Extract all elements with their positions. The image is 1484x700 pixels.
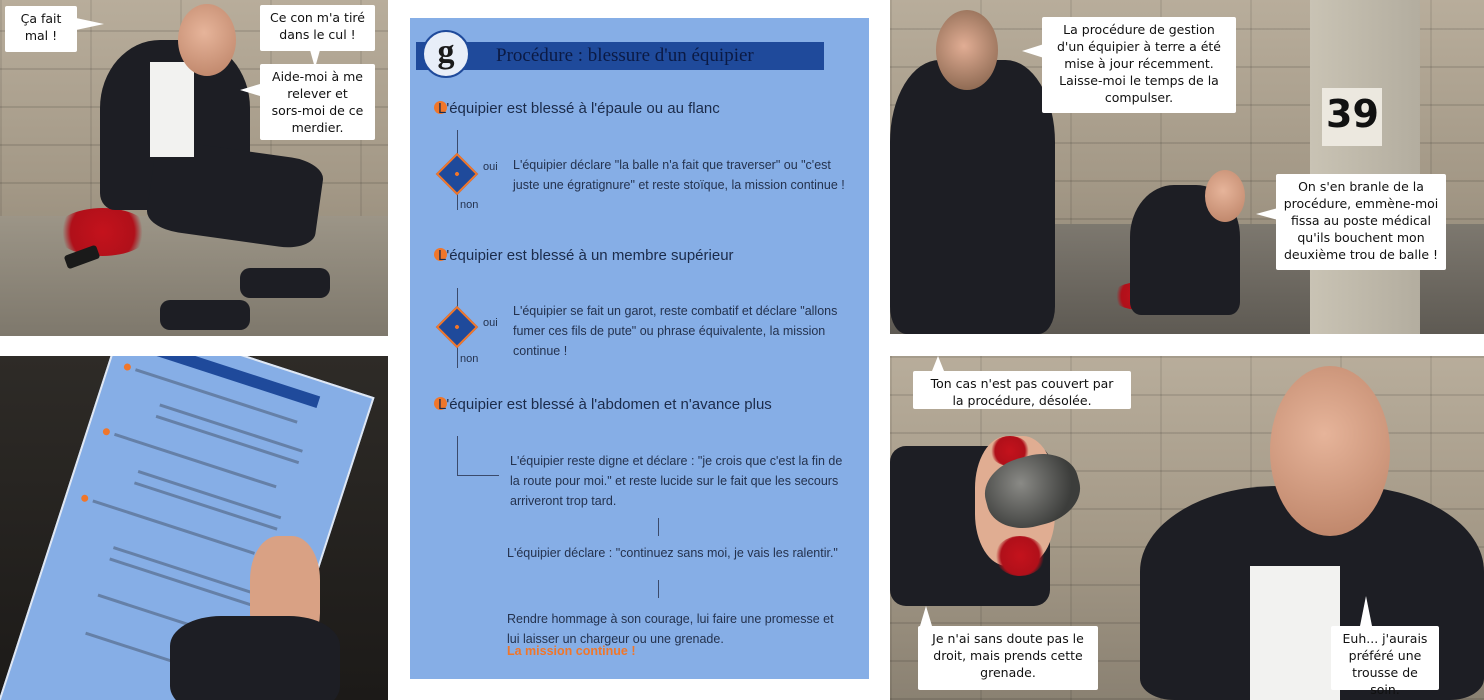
bubble-tail [76, 18, 104, 30]
flow-line [658, 518, 659, 536]
sheet-line [109, 558, 253, 607]
panel-2-photo [0, 356, 388, 700]
speech-bubble: Je n'ai sans doute pas le droit, mais prends cette grenade. [918, 626, 1098, 690]
section-text: L'équipier déclare "la balle n'a fait que traverser" ou "c'est juste une égratignure" et reste stoïque, la mission continue ! [513, 158, 845, 192]
speech-bubble: Ça fait mal ! [5, 6, 77, 52]
decision-diamond-icon [436, 306, 478, 348]
man-shirt [150, 62, 194, 157]
conclusion-text: La mission continue ! [507, 644, 636, 658]
sheet-line [134, 481, 278, 530]
step-text: L'équipier reste digne et déclare : "je crois que c'est la fin de la route pour moi." et reste lucide sur le fait que les secours arriveront trop tard. [510, 454, 843, 508]
sheet-line [114, 433, 277, 488]
bullet-icon [102, 427, 111, 436]
bubble-tail [932, 356, 944, 371]
blood-stain [55, 208, 150, 256]
blood-on-hand [995, 536, 1045, 576]
no-label: non [460, 353, 479, 365]
speech-bubble: Euh... j'aurais préféré une trousse de soin. [1331, 626, 1439, 690]
sleeve [170, 616, 340, 700]
document-title: Procédure : blessure d'un équipier [496, 45, 754, 66]
man-shirt [1250, 566, 1340, 700]
wall-number: 39 [1326, 92, 1379, 136]
flow-line [658, 580, 659, 598]
step-text: Rendre hommage à son courage, lui faire une promesse et lui laisser un chargeur ou une grenade. [507, 612, 834, 646]
section-text: L'équipier se fait un garot, reste combatif et déclare "allons fumer ces fils de pute" ou phrase équivalente, la mission continue ! [513, 304, 838, 358]
bubble-tail [240, 84, 260, 96]
man-head [1270, 366, 1390, 536]
sheet-line [113, 546, 257, 595]
flow-line [457, 475, 499, 476]
section-heading: L'équipier est blessé à un membre supérieur [434, 247, 734, 264]
no-label: non [460, 199, 479, 211]
woman-suit [890, 60, 1055, 334]
sheet-line [159, 403, 303, 452]
speech-bubble: Aide-moi à me relever et sors-moi de ce merdier. [260, 64, 375, 140]
bubble-tail [1360, 596, 1372, 626]
speech-bubble: Ton cas n'est pas couvert par la procédure, désolée. [913, 371, 1131, 409]
man-head [1205, 170, 1245, 222]
bubble-tail [920, 606, 932, 626]
procedure-document [410, 18, 869, 679]
man-shoe-2 [240, 268, 330, 298]
bullet-icon [80, 494, 89, 503]
panel-5-photo [890, 356, 1484, 700]
speech-bubble: La procédure de gestion d'un équipier à terre a été mise à jour récemment. Laisse-moi le temps de la compulser. [1042, 17, 1236, 113]
speech-bubble: On s'en branle de la procédure, emmène-moi fissa au poste médical qu'ils bouchent mon deuxième trou de balle ! [1276, 174, 1446, 270]
decision-diamond-icon [436, 153, 478, 195]
bullet-icon [123, 363, 132, 372]
bubble-tail [1022, 44, 1044, 58]
step-text: L'équipier déclare : "continuez sans moi, je vais les ralentir." [507, 546, 838, 560]
sheet-line [138, 470, 282, 519]
section-heading: L'équipier est blessé à l'abdomen et n'avance plus [434, 396, 772, 413]
pillar [1310, 0, 1420, 334]
bubble-tail [1256, 208, 1278, 220]
flow-line [457, 436, 458, 476]
speech-bubble: Ce con m'a tiré dans le cul ! [260, 5, 375, 51]
panel-1-photo [0, 0, 388, 336]
yes-label: oui [483, 161, 498, 173]
logo-icon: g [422, 30, 470, 78]
man-shoe [160, 300, 250, 330]
panel-3-photo [890, 0, 1484, 334]
section-heading: L'équipier est blessé à l'épaule ou au flanc [434, 100, 720, 117]
man-head [178, 4, 236, 76]
sheet-line [156, 415, 300, 464]
woman-head [936, 10, 998, 90]
yes-label: oui [483, 317, 498, 329]
